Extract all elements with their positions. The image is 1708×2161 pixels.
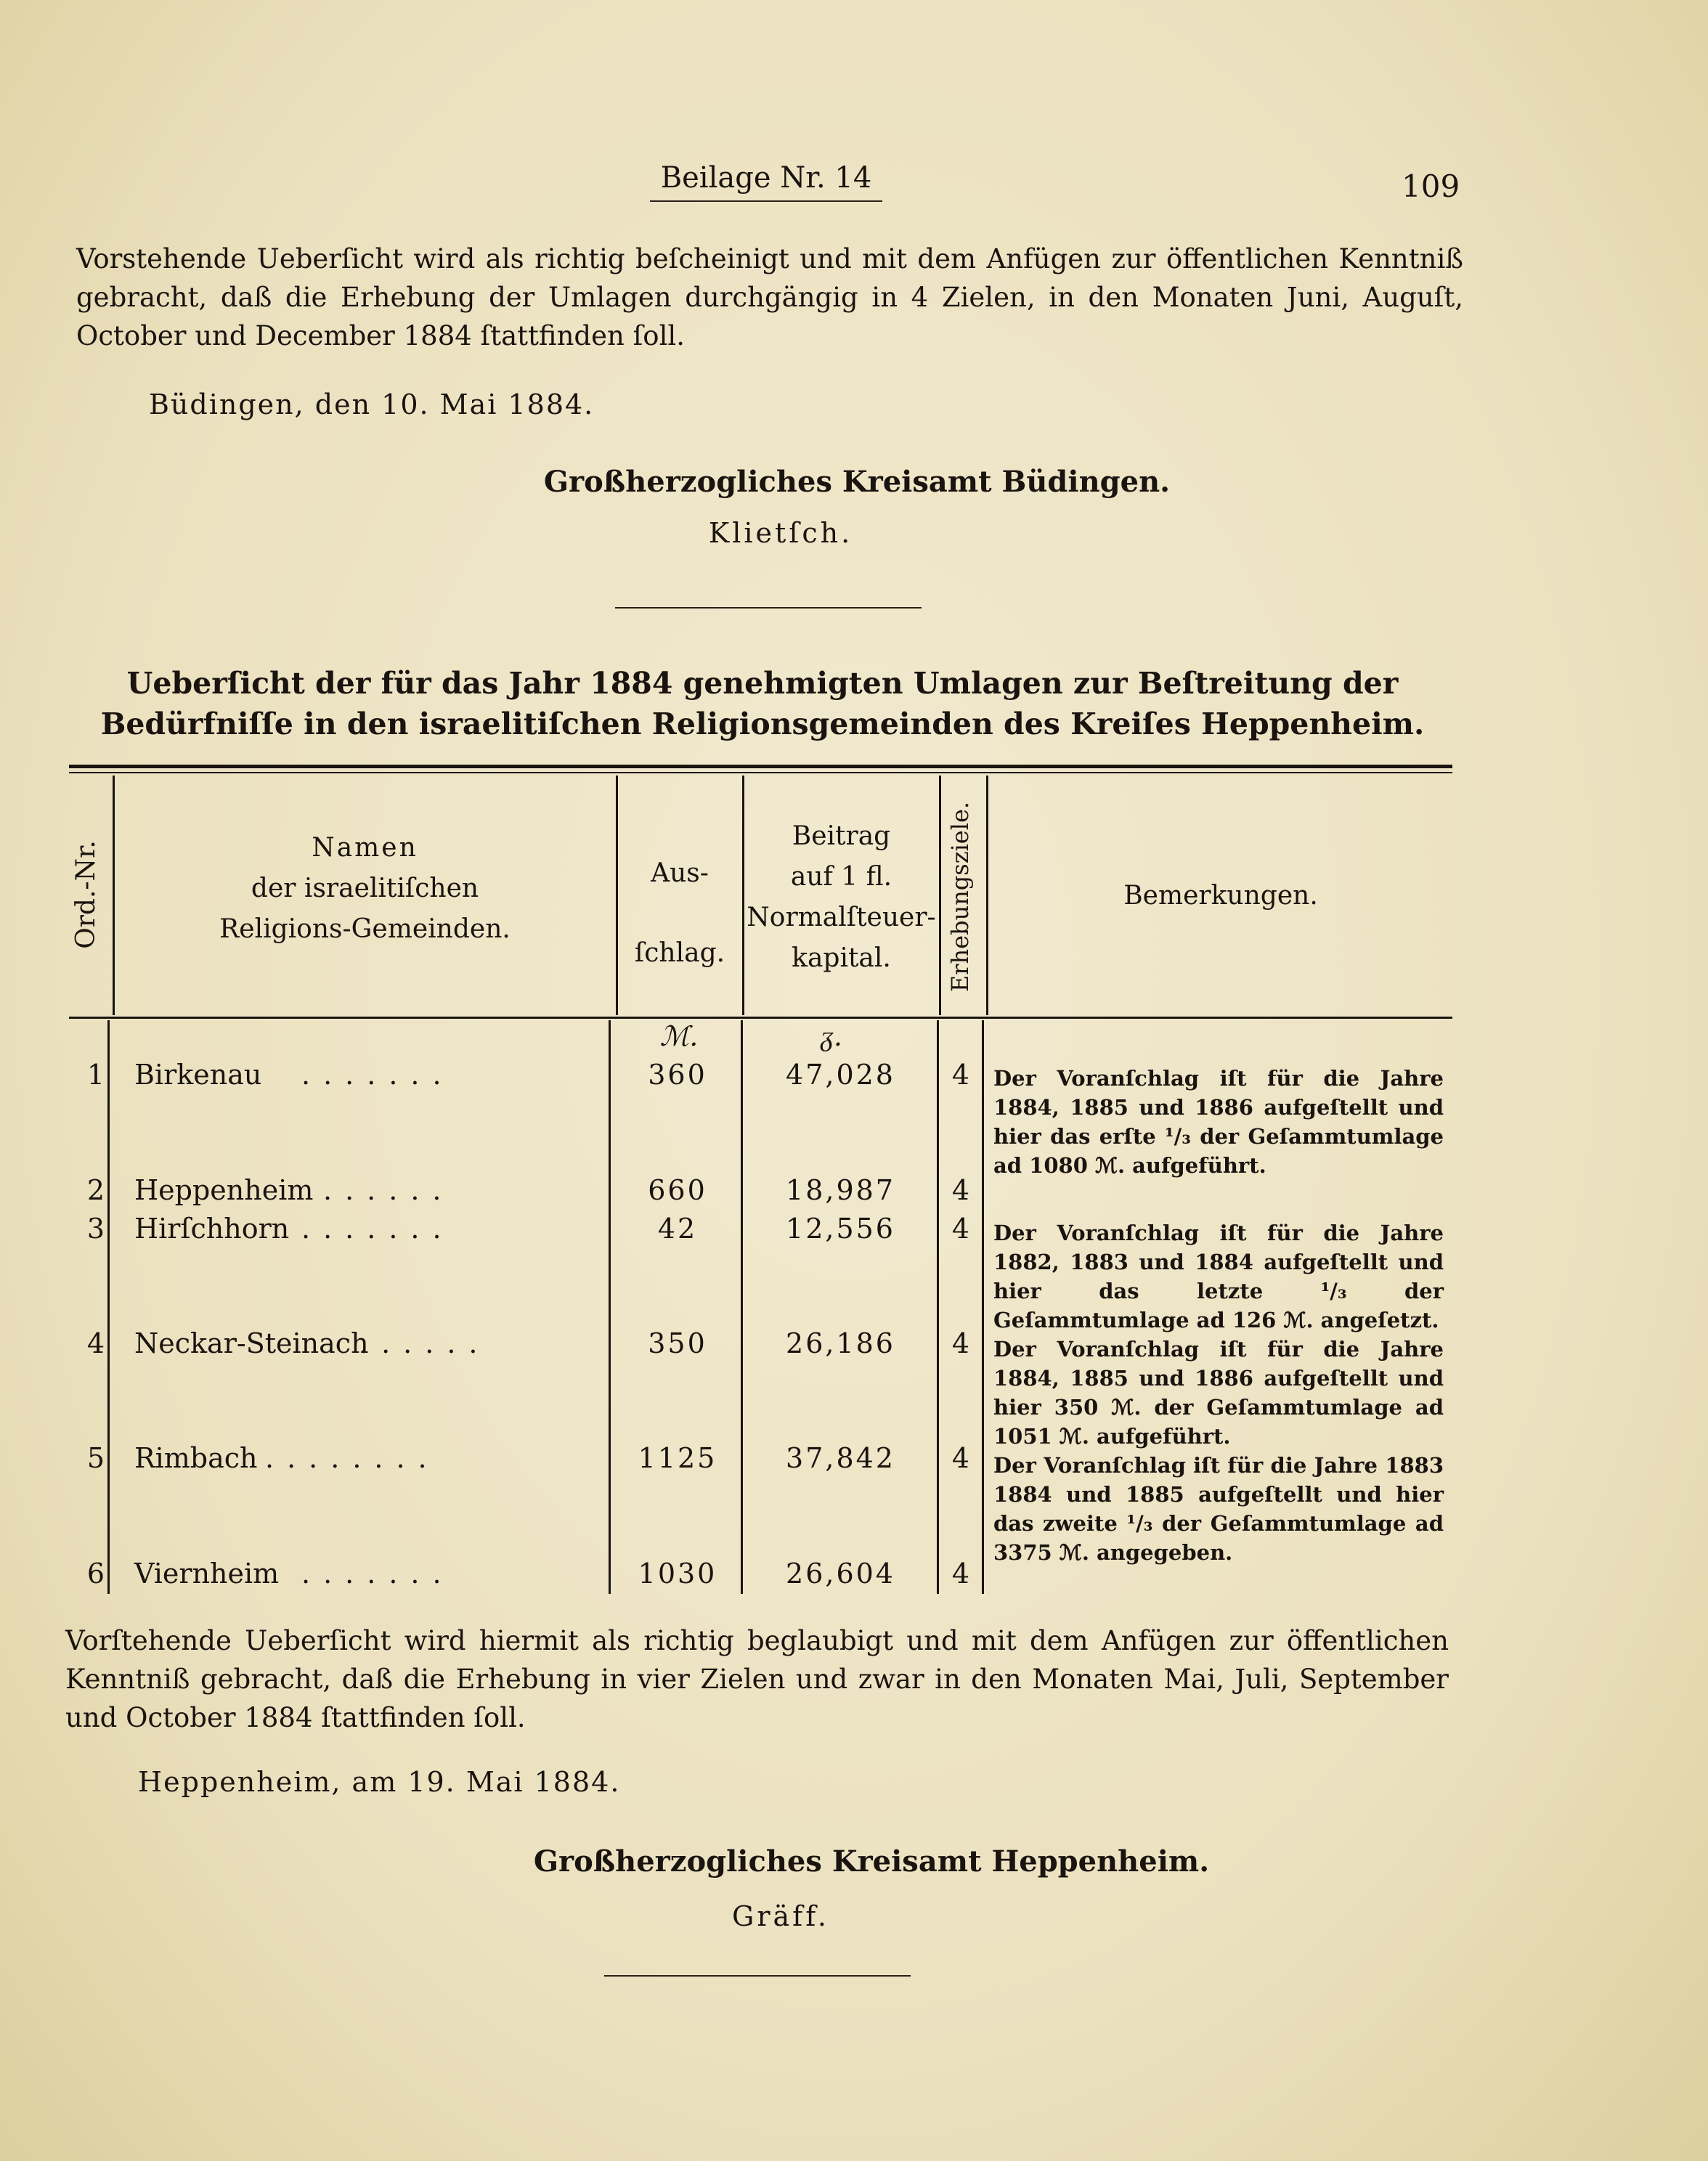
leader-dots: ....... [301, 1059, 455, 1091]
section-divider [615, 607, 922, 609]
office-name-buedingen: Großherzogliches Kreisamt Büdingen. [543, 465, 1171, 499]
beitrag-value: 18,987 [786, 1174, 895, 1206]
remark-text: Der Voranſchlag iſt für die Jahre 1882, 1883 und 1884 aufgeſtellt und hier das letzte ¹/₃ der Geſammtumlage ad 126 ℳ. angeſetzt. [993, 1221, 1444, 1332]
header-beitrag-line: kapital. [792, 943, 891, 973]
column-divider [609, 1020, 611, 1594]
community-name: Neckar-Steinach [134, 1327, 369, 1359]
row-number: 6 [86, 1558, 105, 1590]
column-divider [986, 776, 988, 1015]
header-name-line: der israelitiſchen [251, 874, 479, 903]
place-date-heppenheim: Heppenheim, am 19. Mai 1884. [138, 1766, 621, 1798]
header-erhebungsziele: Erhebungsziele. [946, 801, 974, 993]
header-name-line: Namen [312, 833, 418, 863]
beitrag-value: 26,186 [786, 1327, 895, 1359]
table-title: Ueberſicht der für das Jahr 1884 genehmigten Umlagen zur Beſtreitung der Bedürfniſſe in den israelitiſchen Religionsgemeinden des Kreiſes Heppenheim. [100, 666, 1425, 741]
remark-text: Der Voranſchlag iſt für die Jahre 1883 1884 und 1885 aufgeſtellt und hier das zweite ¹/₃ der Geſammtumlage ad 3375 ℳ. angegeben. [993, 1453, 1444, 1565]
unit-pfennig: ᵹ. [821, 1020, 842, 1052]
signature-buedingen: Klietſch. [708, 517, 853, 549]
signature-heppenheim: Gräff. [731, 1900, 830, 1932]
ausschlag-value: 1030 [638, 1558, 717, 1590]
header-bemerkungen: Bemerkungen. [1123, 881, 1318, 911]
ausschlag-value: 660 [648, 1174, 707, 1206]
column-divider [937, 1020, 939, 1594]
column-divider [616, 776, 618, 1015]
column-divider [742, 776, 744, 1015]
ausschlag-value: 350 [648, 1327, 707, 1359]
column-divider [741, 1020, 743, 1594]
header-ausschlag-line: ſchlag. [634, 938, 725, 968]
row-number: 3 [86, 1213, 105, 1245]
beitrag-value: 26,604 [786, 1558, 895, 1590]
certification-paragraph-heppenheim: Vorſtehende Ueberſicht wird hiermit als richtig beglaubigt und mit dem Anfügen zur öffentlichen Kenntniß gebracht, daß die Erhebung in vier Zielen und zwar in den Monaten Mai, Juli, September und October 1884 ſtattfinden ſoll. [65, 1625, 1449, 1733]
table-top-rule-thick [69, 765, 1452, 768]
closing-divider [604, 1975, 911, 1977]
row-number: 5 [86, 1442, 105, 1474]
column-divider [982, 1020, 984, 1594]
header-ord-nr: Ord.-Nr. [71, 840, 101, 949]
community-name: Hirſchhorn [134, 1213, 290, 1245]
leader-dots: ....... [301, 1213, 455, 1245]
ziele-value: 4 [951, 1213, 970, 1245]
remark-text: Der Voranſchlag iſt für die Jahre 1884, 1885 und 1886 aufgeſtellt und hier 350 ℳ. der Geſammtumlage ad 1051 ℳ. aufgeführt. [993, 1337, 1444, 1449]
ausschlag-value: 1125 [638, 1442, 717, 1474]
certification-paragraph-buedingen: Vorstehende Ueberſicht wird als richtig beſcheinigt und mit dem Anfügen zur öffentlichen Kenntniß gebracht, daß die Erhebung der Umlagen durchgängig in 4 Zielen, in den Monaten Juni, Auguſt, October und December 1884 ſtattfinden ſoll. [76, 243, 1463, 351]
ziele-value: 4 [951, 1174, 970, 1206]
leader-dots: ...... [323, 1174, 455, 1206]
place-date-buedingen: Büdingen, den 10. Mai 1884. [149, 388, 595, 420]
header-beitrag-line: Normalſteuer- [747, 903, 936, 932]
community-name: Heppenheim [134, 1174, 314, 1206]
column-divider [113, 776, 115, 1015]
header-name [116, 828, 614, 950]
header-ausschlag-line: Aus- [651, 858, 709, 888]
supplement-header: Beilage Nr. 14 [650, 161, 882, 202]
row-number: 1 [86, 1059, 105, 1091]
header-beitrag [745, 816, 938, 979]
beitrag-value: 47,028 [786, 1059, 895, 1091]
column-divider [939, 776, 941, 1015]
row-number: 2 [86, 1174, 105, 1206]
table-top-rule-thin [69, 772, 1452, 773]
row-number: 4 [86, 1327, 105, 1359]
beitrag-value: 12,556 [786, 1213, 895, 1245]
header-name-line: Religions-Gemeinden. [219, 914, 511, 944]
ziele-value: 4 [951, 1558, 970, 1590]
leader-dots: ........ [265, 1442, 440, 1474]
ziele-value: 4 [951, 1059, 970, 1091]
beitrag-value: 37,842 [786, 1442, 895, 1474]
leader-dots: ...... [359, 1327, 491, 1359]
column-divider [107, 1020, 110, 1594]
ziele-value: 4 [951, 1327, 970, 1359]
header-beitrag-line: auf 1 fl. [790, 862, 892, 892]
ziele-value: 4 [951, 1442, 970, 1474]
unit-mark: ℳ. [659, 1020, 699, 1052]
community-name: Viernheim [134, 1558, 280, 1590]
community-name: Rimbach [134, 1442, 258, 1474]
remark-text: Der Voranſchlag iſt für die Jahre 1884, 1885 und 1886 aufgeſtellt und hier das erſte ¹/₃ der Geſammtumlage ad 1080 ℳ. aufgeführt. [993, 1066, 1444, 1178]
header-ausschlag [619, 834, 741, 993]
office-name-heppenheim: Großherzogliches Kreisamt Heppenheim. [533, 1844, 1210, 1879]
table-header-rule [69, 1017, 1452, 1019]
ausschlag-value: 42 [657, 1213, 698, 1245]
ausschlag-value: 360 [648, 1059, 707, 1091]
leader-dots: ....... [301, 1558, 455, 1590]
community-name: Birkenau [134, 1059, 262, 1091]
header-beitrag-line: Beitrag [792, 821, 891, 851]
page-number: 109 [1402, 168, 1460, 204]
